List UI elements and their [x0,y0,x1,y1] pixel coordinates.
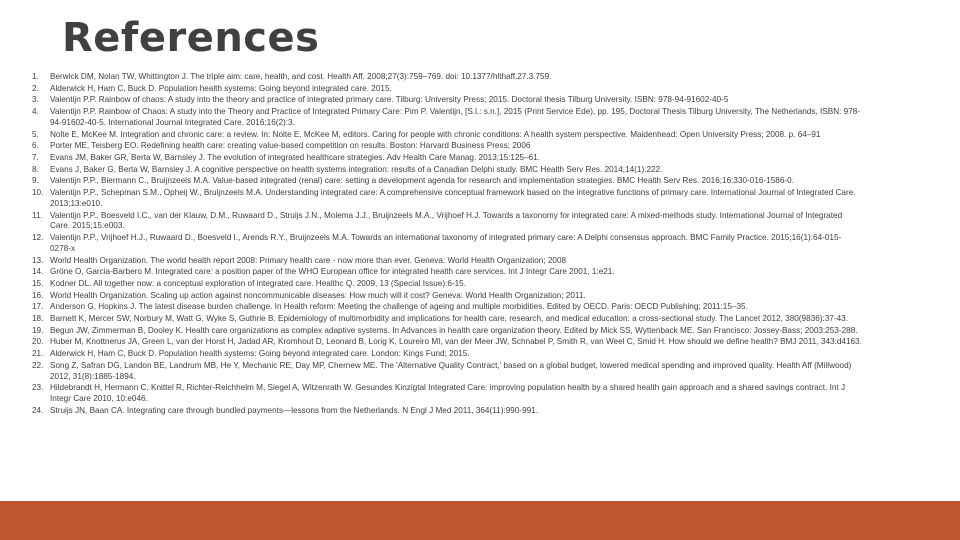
reference-item [32,361,862,383]
reference-item [32,326,862,337]
reference-item [32,314,862,325]
reference-item [32,84,862,95]
reference-item [32,406,862,417]
reference-number: 12. [32,233,44,243]
reference-text: Evans J, Baker G, Berta W, Barnsley J. A cognitive perspective on health systems integration: results of a Canadian Delphi study. BMC Health Serv Res. 2014;14(1):222. [50,164,663,174]
reference-number: 20. [32,337,44,347]
reference-number: 10. [32,188,44,198]
reference-text: Kodner DL. All together now: a conceptual exploration of integrated care. Healthc Q. 2009, 13 (Special Issue):6-15. [50,279,466,288]
reference-text: Alderwick H, Ham C, Buck D. Population health systems: Going beyond integrated care. 2015. [50,83,392,93]
reference-number: 23. [32,383,44,393]
reference-number: 9. [32,176,39,186]
reference-text: Anderson G, Hopkins J. The latest disease burden challenge. In Health reform: Meeting the challenge of ageing and multiple morbidities. Edited by OECD. Paris: OECD Publishing; 2011:15–35. [50,302,748,312]
reference-number: 11. [32,210,43,220]
reference-number: 3. [32,95,39,105]
reference-text: Nolte E, McKee M. Integration and chronic care: a review. In: Nolte E, McKee M, editors. Caring for people with chronic conditions: A health system perspective. Maidenhead: Open University Press; 2008. p. 64–91 [50,129,821,139]
reference-number: 4. [32,107,39,117]
reference-number: 15. [32,279,44,288]
page-title: References [62,15,320,61]
reference-item [32,95,862,106]
reference-text: Song Z, Safran DG, Landon BE, Landrum MB, He Y, Mechanic RE, Day MP, Chernew ME. The 'Alternative Quality Contract,' based on a global budget, lowered medical spending and improved quality. Health Aff (Millwood) 2012, 31(8):1885-1894. [50,360,852,381]
reference-item [32,176,862,187]
reference-number: 2. [32,83,39,93]
reference-number: 13. [32,255,44,265]
reference-text: Barnett K, Mercer SW, Norbury M, Watt G, Wyke S, Guthrie B. Epidemiology of multimorbidity and implications for health care, research, and medical education: a cross-sectional study. The Lancet 2012, 380(9836):37-43. [50,314,848,324]
reference-number: 22. [32,360,44,370]
reference-text: Valentijn P.P., Boesveld I.C., van der Klauw, D.M., Ruwaard D., Struijs J.N., Molema J.J., Bruijnzeels M.A., Vrijhoef H.J. Towards a taxonomy for integrated care: A mixed-methods study. International Journal of Integrated Care. 2015;15:e003. [50,210,843,231]
reference-item [32,383,862,405]
reference-text: Valentijn P.P. Rainbow of chaos: A study into the theory and practice of integrated primary care. Tilburg: University Press; 2015. Doctoral thesis Tilburg University. ISBN: 978-94-91602-40-5 [50,95,729,105]
reference-item [32,337,862,348]
reference-text: World Health Organization. The world health report 2008: Primary health care - now more than ever. Geneva: World Health Organization; 2008 [50,255,567,265]
reference-number: 8. [32,164,39,174]
reference-item [32,302,862,313]
reference-number: 6. [32,141,39,151]
reference-text: Valentijn P.P., Schepman S.M., Opheij W., Bruijnzeels M.A. Understanding integrated care: A comprehensive conceptual framework based on the integrative functions of primary care. International Journal of Integrated Care. 2013;13:e010. [50,188,856,208]
reference-number: 18. [32,314,44,324]
reference-number: 19. [32,325,44,335]
reference-item [32,141,862,152]
reference-item [32,211,862,233]
reference-text: Valentijn P.P., Biermann C., Bruijnzeels M.A. Value-based integrated (renal) care: setting a development agenda for research and implementation strategies. BMC Health Serv Res. 2016;16:330-016-1586-0. [50,176,794,186]
reference-text: Huber M, Knottnerus JA, Green L, van der Horst H, Jadad AR, Kromhout D, Leonard B, Lorig K, Loureiro MI, van der Meer JW, Schnabel P, Smith R, van Weel C, Smid H. How should we define health? BMJ 2011, 343:d4163. [50,337,862,347]
reference-number: 1. [32,72,39,81]
reference-number: 21. [32,349,44,359]
reference-item [32,233,862,255]
reference-text: Valentijn P.P. Rainbow of Chaos: A study into the Theory and Practice of Integrated Primary Care: Pim P. Valentijn, [S.l.: s.n.], 2015 (Print Service Ede), pp. 195, Doctoral Thesis Tilburg University, The Netherlands, ISBN: 978-94-91602-40-5. International Journal Integrated Care. 2016;16(2):3. [50,107,861,127]
reference-number: 14. [32,267,44,277]
reference-text: Struijs JN, Baan CA. Integrating care through bundled payments—lessons from the Netherlands. N Engl J Med 2011, 364(11):990-991. [50,405,539,415]
bottom-accent-bar [0,501,960,540]
reference-text: Porter ME, Teisberg EO. Redefining health care: creating value-based competition on results. Boston: Harvard Business Press; 2006 [50,141,531,151]
reference-text: Alderwick H, Ham C, Buck D. Population health systems: Going beyond integrated care. London: Kings Fund; 2015. [50,349,470,359]
reference-item [32,256,862,267]
reference-item [32,349,862,360]
reference-text: Valentijn P.P., Vrijhoef H.J., Ruwaard D., Boesveld I., Arends R.Y., Bruijnzeels M.A. Towards an international taxonomy of integrated primary care: A Delphi consensus approach. BMC Family Practice. 2015;16(1):64-015-0278-x [50,233,842,253]
reference-item [32,72,862,83]
reference-item [32,267,862,278]
reference-number: 5. [32,129,39,139]
reference-item [32,165,862,176]
reference-text: Begun JW, Zimmerman B, Dooley K. Health care organizations as complex adaptive systems. In Advances in health care organization theory. Edited by Mick SS, Wyttenback ME. San Francisco: Jossey-Bass; 2003:253-288. [50,325,858,335]
reference-text: Berwick DM, Nolan TW, Whittington J. The triple aim: care, health, and cost. Health Aff. 2008;27(3):759–769. doi: 10.1377/hlthaff.27.3.759. [50,72,552,81]
reference-number: 24. [32,405,44,415]
reference-text: Evans JM, Baker GR, Berta W, Barnsley J. The evolution of integrated healthcare strategies. Adv Health Care Manag. 2013;15:125–61. [50,152,541,162]
reference-text: Hildebrandt H, Hermann C, Knittel R, Richter-Reichhelm M, Siegel A, Witzenrath W. Gesundes Kinzigtal Integrated Care: improving population health by a shared health gain approach and a shared savings contract. Int J Integr Care 2010, 10:e046. [50,383,846,404]
reference-item [32,188,862,210]
reference-item [32,291,862,302]
reference-number: 7. [32,152,39,162]
reference-item [32,107,862,129]
reference-text: Gröne O, Garcia-Barbero M. Integrated care: a position paper of the WHO European office for integrated health care services. Int J Integr Care 2001, 1:e21. [50,267,615,277]
reference-text: World Health Organization. Scaling up action against noncommunicable diseases: How much will it cost? Geneva: World Health Organization; 2011. [50,290,586,300]
reference-item [32,279,862,290]
references-list [32,72,862,418]
reference-number: 17. [32,302,44,312]
reference-item [32,153,862,164]
reference-item [32,130,862,141]
reference-number: 16. [32,290,44,300]
